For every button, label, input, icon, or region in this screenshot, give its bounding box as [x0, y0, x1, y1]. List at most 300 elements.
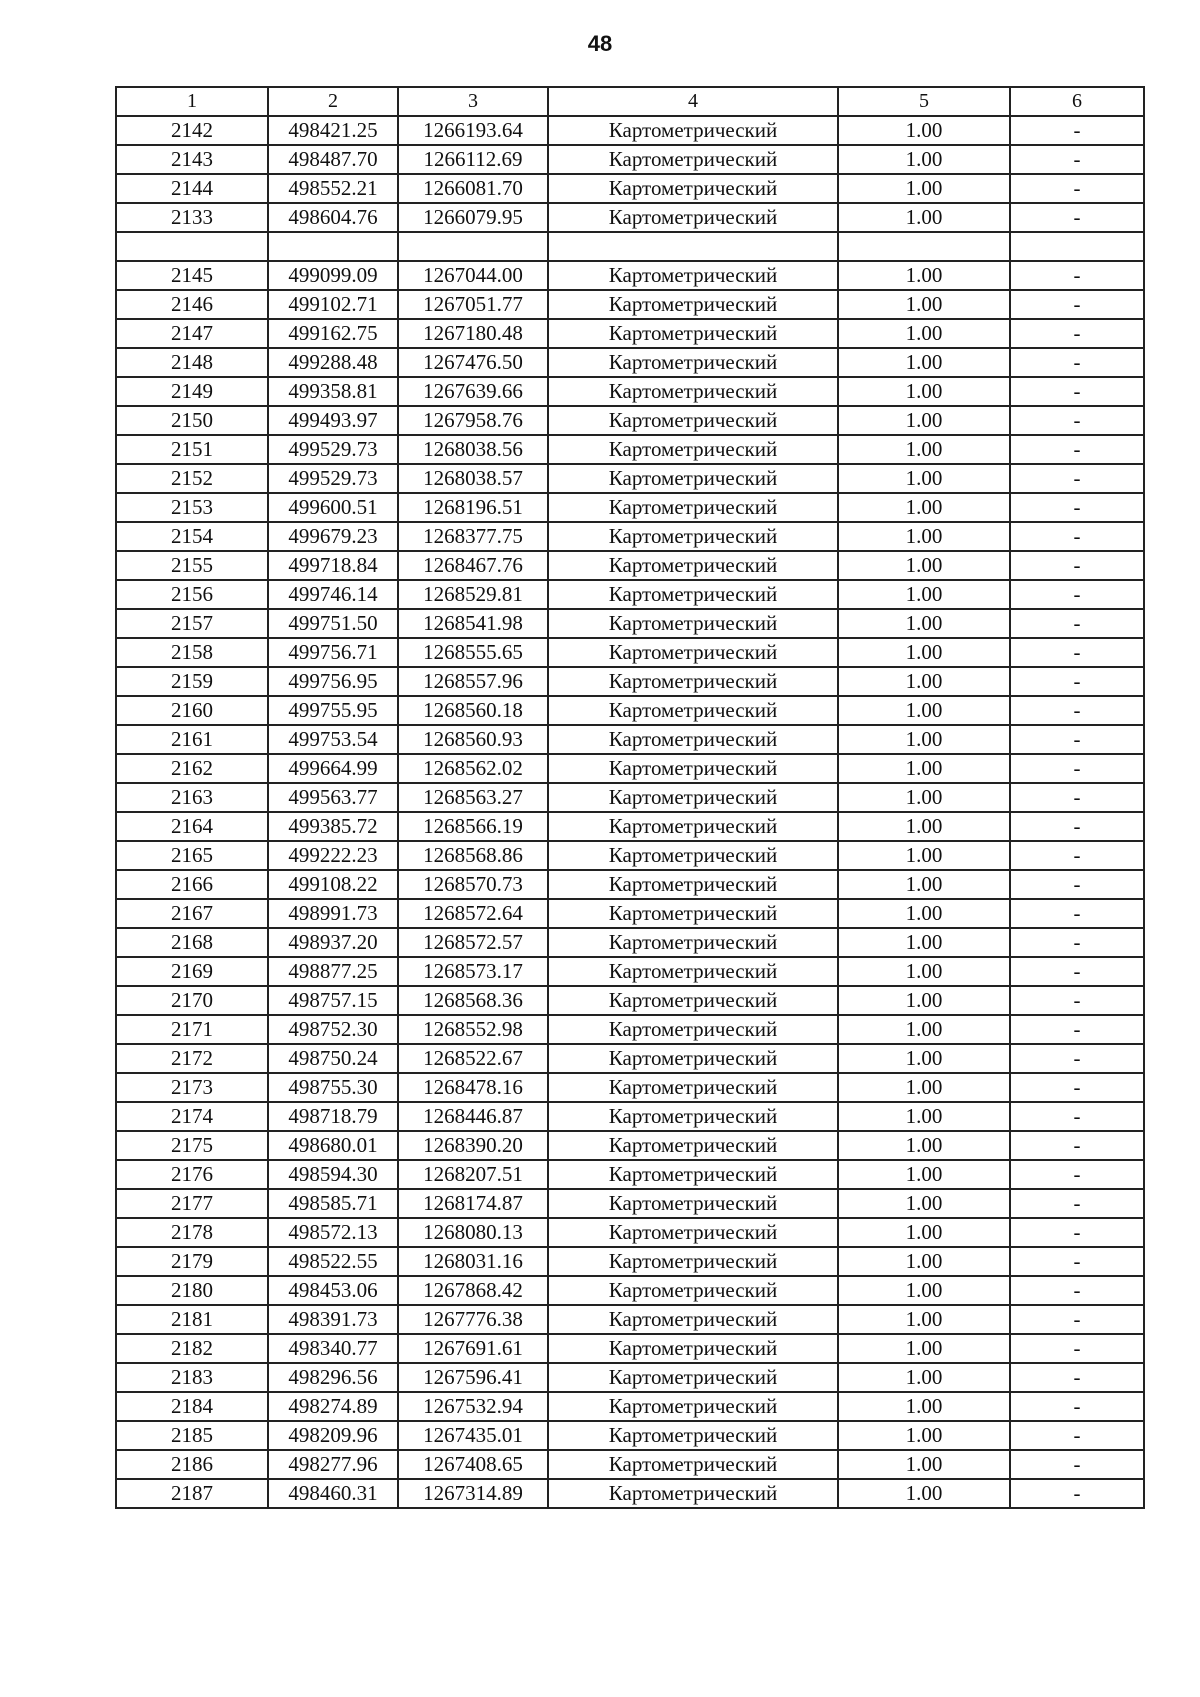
y-coordinate-cell: 1268446.87 [398, 1102, 548, 1131]
x-coordinate-cell: 499162.75 [268, 319, 398, 348]
method-cell: Картометрический [548, 116, 838, 145]
note-cell: - [1010, 957, 1144, 986]
point-number-cell: 2148 [116, 348, 268, 377]
accuracy-cell: 1.00 [838, 1160, 1010, 1189]
x-coordinate-cell: 499756.95 [268, 667, 398, 696]
point-number-cell: 2177 [116, 1189, 268, 1218]
y-coordinate-cell: 1268390.20 [398, 1131, 548, 1160]
accuracy-cell: 1.00 [838, 1189, 1010, 1218]
note-cell: - [1010, 986, 1144, 1015]
point-number-cell: 2156 [116, 580, 268, 609]
point-number-cell: 2186 [116, 1450, 268, 1479]
accuracy-cell: 1.00 [838, 783, 1010, 812]
x-coordinate-cell: 498585.71 [268, 1189, 398, 1218]
note-cell: - [1010, 1044, 1144, 1073]
y-coordinate-cell: 1268566.19 [398, 812, 548, 841]
accuracy-cell: 1.00 [838, 116, 1010, 145]
accuracy-cell: 1.00 [838, 1015, 1010, 1044]
note-cell: - [1010, 261, 1144, 290]
method-cell: Картометрический [548, 1363, 838, 1392]
method-cell: Картометрический [548, 261, 838, 290]
note-cell: - [1010, 493, 1144, 522]
y-coordinate-cell: 1268377.75 [398, 522, 548, 551]
table-row [116, 841, 1144, 870]
y-coordinate-cell: 1267868.42 [398, 1276, 548, 1305]
note-cell: - [1010, 754, 1144, 783]
table-row [116, 522, 1144, 551]
y-coordinate-cell: 1266193.64 [398, 116, 548, 145]
y-coordinate-cell: 1268570.73 [398, 870, 548, 899]
x-coordinate-cell: 498460.31 [268, 1479, 398, 1508]
x-coordinate-cell: 499222.23 [268, 841, 398, 870]
method-cell: Картометрический [548, 493, 838, 522]
note-cell: - [1010, 1450, 1144, 1479]
table-row [116, 725, 1144, 754]
table-row [116, 145, 1144, 174]
accuracy-cell: 1.00 [838, 1131, 1010, 1160]
table-row [116, 899, 1144, 928]
x-coordinate-cell: 499679.23 [268, 522, 398, 551]
accuracy-cell: 1.00 [838, 580, 1010, 609]
accuracy-cell: 1.00 [838, 1421, 1010, 1450]
y-coordinate-cell: 1268478.16 [398, 1073, 548, 1102]
method-cell: Картометрический [548, 203, 838, 232]
y-coordinate-cell: 1267314.89 [398, 1479, 548, 1508]
y-coordinate-cell: 1268031.16 [398, 1247, 548, 1276]
x-coordinate-cell: 498604.76 [268, 203, 398, 232]
y-coordinate-cell: 1266079.95 [398, 203, 548, 232]
x-coordinate-cell: 499664.99 [268, 754, 398, 783]
y-coordinate-cell: 1268568.36 [398, 986, 548, 1015]
x-coordinate-cell: 499755.95 [268, 696, 398, 725]
note-cell: - [1010, 1334, 1144, 1363]
point-number-cell: 2153 [116, 493, 268, 522]
method-cell: Картометрический [548, 174, 838, 203]
note-cell: - [1010, 377, 1144, 406]
method-cell: Картометрический [548, 1450, 838, 1479]
point-number-cell: 2170 [116, 986, 268, 1015]
accuracy-cell: 1.00 [838, 1276, 1010, 1305]
header-row [116, 87, 1144, 116]
y-coordinate-cell: 1268038.56 [398, 435, 548, 464]
accuracy-cell: 1.00 [838, 522, 1010, 551]
x-coordinate-cell: 498453.06 [268, 1276, 398, 1305]
accuracy-cell: 1.00 [838, 986, 1010, 1015]
table-row [116, 1305, 1144, 1334]
point-number-cell: 2158 [116, 638, 268, 667]
method-cell: Картометрический [548, 1305, 838, 1334]
point-number-cell: 2157 [116, 609, 268, 638]
y-coordinate-cell [398, 232, 548, 261]
note-cell: - [1010, 174, 1144, 203]
y-coordinate-cell: 1268562.02 [398, 754, 548, 783]
x-coordinate-cell: 498209.96 [268, 1421, 398, 1450]
point-number-cell: 2174 [116, 1102, 268, 1131]
method-cell: Картометрический [548, 667, 838, 696]
table-row [116, 1189, 1144, 1218]
y-coordinate-cell: 1268207.51 [398, 1160, 548, 1189]
method-cell: Картометрический [548, 986, 838, 1015]
table-row [116, 609, 1144, 638]
accuracy-cell: 1.00 [838, 667, 1010, 696]
y-coordinate-cell: 1267532.94 [398, 1392, 548, 1421]
x-coordinate-cell: 498750.24 [268, 1044, 398, 1073]
note-cell: - [1010, 1247, 1144, 1276]
point-number-cell: 2176 [116, 1160, 268, 1189]
point-number-cell: 2184 [116, 1392, 268, 1421]
x-coordinate-cell: 499493.97 [268, 406, 398, 435]
accuracy-cell: 1.00 [838, 725, 1010, 754]
table-row [116, 493, 1144, 522]
method-cell: Картометрический [548, 696, 838, 725]
column-header-4: 4 [548, 87, 838, 116]
table-row [116, 174, 1144, 203]
method-cell [548, 232, 838, 261]
method-cell: Картометрический [548, 870, 838, 899]
point-number-cell: 2133 [116, 203, 268, 232]
point-number-cell: 2164 [116, 812, 268, 841]
x-coordinate-cell: 498391.73 [268, 1305, 398, 1334]
method-cell: Картометрический [548, 1015, 838, 1044]
note-cell: - [1010, 1421, 1144, 1450]
note-cell [1010, 232, 1144, 261]
y-coordinate-cell: 1268568.86 [398, 841, 548, 870]
x-coordinate-cell: 499108.22 [268, 870, 398, 899]
point-number-cell: 2180 [116, 1276, 268, 1305]
table-row [116, 348, 1144, 377]
table-row [116, 1450, 1144, 1479]
y-coordinate-cell: 1267051.77 [398, 290, 548, 319]
note-cell: - [1010, 522, 1144, 551]
y-coordinate-cell: 1268038.57 [398, 464, 548, 493]
y-coordinate-cell: 1268467.76 [398, 551, 548, 580]
point-number-cell: 2144 [116, 174, 268, 203]
table-row [116, 377, 1144, 406]
point-number-cell: 2187 [116, 1479, 268, 1508]
point-number-cell: 2143 [116, 145, 268, 174]
y-coordinate-cell: 1268560.18 [398, 696, 548, 725]
table-header [116, 87, 1144, 116]
y-coordinate-cell: 1268563.27 [398, 783, 548, 812]
point-number-cell: 2165 [116, 841, 268, 870]
x-coordinate-cell: 498421.25 [268, 116, 398, 145]
method-cell: Картометрический [548, 406, 838, 435]
y-coordinate-cell: 1268174.87 [398, 1189, 548, 1218]
point-number-cell: 2150 [116, 406, 268, 435]
note-cell: - [1010, 145, 1144, 174]
accuracy-cell: 1.00 [838, 1479, 1010, 1508]
accuracy-cell: 1.00 [838, 957, 1010, 986]
accuracy-cell: 1.00 [838, 1363, 1010, 1392]
x-coordinate-cell: 499102.71 [268, 290, 398, 319]
x-coordinate-cell: 499756.71 [268, 638, 398, 667]
y-coordinate-cell: 1266081.70 [398, 174, 548, 203]
table-body [116, 116, 1144, 1508]
accuracy-cell: 1.00 [838, 464, 1010, 493]
point-number-cell: 2163 [116, 783, 268, 812]
accuracy-cell: 1.00 [838, 1044, 1010, 1073]
accuracy-cell: 1.00 [838, 928, 1010, 957]
note-cell: - [1010, 1189, 1144, 1218]
table-row [116, 203, 1144, 232]
y-coordinate-cell: 1268080.13 [398, 1218, 548, 1247]
point-number-cell: 2160 [116, 696, 268, 725]
accuracy-cell: 1.00 [838, 638, 1010, 667]
x-coordinate-cell: 498991.73 [268, 899, 398, 928]
table-row [116, 1073, 1144, 1102]
note-cell: - [1010, 1218, 1144, 1247]
point-number-cell: 2167 [116, 899, 268, 928]
note-cell: - [1010, 899, 1144, 928]
method-cell: Картометрический [548, 319, 838, 348]
accuracy-cell: 1.00 [838, 696, 1010, 725]
note-cell: - [1010, 638, 1144, 667]
table-row [116, 638, 1144, 667]
method-cell: Картометрический [548, 1479, 838, 1508]
x-coordinate-cell: 498274.89 [268, 1392, 398, 1421]
x-coordinate-cell: 499746.14 [268, 580, 398, 609]
table-row [116, 1044, 1144, 1073]
accuracy-cell: 1.00 [838, 493, 1010, 522]
x-coordinate-cell: 498487.70 [268, 145, 398, 174]
y-coordinate-cell: 1267691.61 [398, 1334, 548, 1363]
note-cell: - [1010, 319, 1144, 348]
note-cell: - [1010, 609, 1144, 638]
x-coordinate-cell: 498718.79 [268, 1102, 398, 1131]
y-coordinate-cell: 1268196.51 [398, 493, 548, 522]
point-number-cell: 2146 [116, 290, 268, 319]
table-row [116, 1160, 1144, 1189]
method-cell: Картометрический [548, 1276, 838, 1305]
method-cell: Картометрический [548, 1421, 838, 1450]
point-number-cell: 2172 [116, 1044, 268, 1073]
point-number-cell: 2179 [116, 1247, 268, 1276]
table-row [116, 116, 1144, 145]
x-coordinate-cell: 498277.96 [268, 1450, 398, 1479]
method-cell: Картометрический [548, 899, 838, 928]
accuracy-cell: 1.00 [838, 899, 1010, 928]
table-row [116, 812, 1144, 841]
column-header-1: 1 [116, 87, 268, 116]
point-number-cell: 2171 [116, 1015, 268, 1044]
x-coordinate-cell: 499385.72 [268, 812, 398, 841]
accuracy-cell: 1.00 [838, 1334, 1010, 1363]
accuracy-cell: 1.00 [838, 754, 1010, 783]
note-cell: - [1010, 667, 1144, 696]
accuracy-cell: 1.00 [838, 1073, 1010, 1102]
table-row [116, 1131, 1144, 1160]
x-coordinate-cell: 498752.30 [268, 1015, 398, 1044]
method-cell: Картометрический [548, 1189, 838, 1218]
method-cell: Картометрический [548, 1131, 838, 1160]
note-cell: - [1010, 841, 1144, 870]
column-header-2: 2 [268, 87, 398, 116]
note-cell: - [1010, 696, 1144, 725]
point-number-cell: 2147 [116, 319, 268, 348]
table-row [116, 551, 1144, 580]
column-header-6: 6 [1010, 87, 1144, 116]
accuracy-cell: 1.00 [838, 1305, 1010, 1334]
table-row [116, 290, 1144, 319]
x-coordinate-cell: 498340.77 [268, 1334, 398, 1363]
note-cell: - [1010, 1015, 1144, 1044]
accuracy-cell: 1.00 [838, 1102, 1010, 1131]
note-cell: - [1010, 1363, 1144, 1392]
table-row [116, 667, 1144, 696]
x-coordinate-cell: 498296.56 [268, 1363, 398, 1392]
point-number-cell: 2154 [116, 522, 268, 551]
point-number-cell: 2162 [116, 754, 268, 783]
point-number-cell: 2185 [116, 1421, 268, 1450]
method-cell: Картометрический [548, 783, 838, 812]
table-row [116, 1247, 1144, 1276]
note-cell: - [1010, 870, 1144, 899]
accuracy-cell: 1.00 [838, 174, 1010, 203]
point-number-cell [116, 232, 268, 261]
point-number-cell: 2173 [116, 1073, 268, 1102]
accuracy-cell: 1.00 [838, 377, 1010, 406]
table-row [116, 319, 1144, 348]
method-cell: Картометрический [548, 435, 838, 464]
y-coordinate-cell: 1267958.76 [398, 406, 548, 435]
point-number-cell: 2168 [116, 928, 268, 957]
coordinates-table [115, 86, 1145, 1509]
page-number: 48 [587, 31, 613, 56]
accuracy-cell: 1.00 [838, 1218, 1010, 1247]
point-number-cell: 2182 [116, 1334, 268, 1363]
note-cell: - [1010, 1305, 1144, 1334]
accuracy-cell: 1.00 [838, 406, 1010, 435]
x-coordinate-cell: 498522.55 [268, 1247, 398, 1276]
note-cell: - [1010, 1102, 1144, 1131]
accuracy-cell [838, 232, 1010, 261]
accuracy-cell: 1.00 [838, 870, 1010, 899]
y-coordinate-cell: 1267180.48 [398, 319, 548, 348]
note-cell: - [1010, 116, 1144, 145]
table-row [116, 1102, 1144, 1131]
note-cell: - [1010, 580, 1144, 609]
note-cell: - [1010, 1131, 1144, 1160]
x-coordinate-cell: 499099.09 [268, 261, 398, 290]
note-cell: - [1010, 1479, 1144, 1508]
column-header-3: 3 [398, 87, 548, 116]
point-number-cell: 2169 [116, 957, 268, 986]
note-cell: - [1010, 551, 1144, 580]
table-row [116, 928, 1144, 957]
x-coordinate-cell: 499529.73 [268, 464, 398, 493]
method-cell: Картометрический [548, 1102, 838, 1131]
table-row [116, 696, 1144, 725]
x-coordinate-cell: 499753.54 [268, 725, 398, 754]
note-cell: - [1010, 203, 1144, 232]
y-coordinate-cell: 1267044.00 [398, 261, 548, 290]
point-number-cell: 2152 [116, 464, 268, 493]
note-cell: - [1010, 1392, 1144, 1421]
table-row [116, 1363, 1144, 1392]
y-coordinate-cell: 1267776.38 [398, 1305, 548, 1334]
accuracy-cell: 1.00 [838, 609, 1010, 638]
method-cell: Картометрический [548, 290, 838, 319]
x-coordinate-cell: 499529.73 [268, 435, 398, 464]
x-coordinate-cell: 498680.01 [268, 1131, 398, 1160]
point-number-cell: 2166 [116, 870, 268, 899]
method-cell: Картометрический [548, 1044, 838, 1073]
note-cell: - [1010, 928, 1144, 957]
accuracy-cell: 1.00 [838, 261, 1010, 290]
y-coordinate-cell: 1268529.81 [398, 580, 548, 609]
x-coordinate-cell: 499563.77 [268, 783, 398, 812]
note-cell: - [1010, 348, 1144, 377]
note-cell: - [1010, 725, 1144, 754]
point-number-cell: 2159 [116, 667, 268, 696]
column-header-5: 5 [838, 87, 1010, 116]
note-cell: - [1010, 406, 1144, 435]
method-cell: Картометрический [548, 377, 838, 406]
y-coordinate-cell: 1268522.67 [398, 1044, 548, 1073]
table-row [116, 464, 1144, 493]
method-cell: Картометрический [548, 348, 838, 377]
method-cell: Картометрический [548, 1160, 838, 1189]
note-cell: - [1010, 290, 1144, 319]
table-row [116, 1479, 1144, 1508]
note-cell: - [1010, 1073, 1144, 1102]
table-row [116, 986, 1144, 1015]
point-number-cell: 2155 [116, 551, 268, 580]
method-cell: Картометрический [548, 1392, 838, 1421]
accuracy-cell: 1.00 [838, 812, 1010, 841]
table-row [116, 957, 1144, 986]
accuracy-cell: 1.00 [838, 435, 1010, 464]
accuracy-cell: 1.00 [838, 290, 1010, 319]
note-cell: - [1010, 783, 1144, 812]
note-cell: - [1010, 1160, 1144, 1189]
accuracy-cell: 1.00 [838, 348, 1010, 377]
x-coordinate-cell: 499358.81 [268, 377, 398, 406]
note-cell: - [1010, 812, 1144, 841]
table-row [116, 580, 1144, 609]
method-cell: Картометрический [548, 1218, 838, 1247]
method-cell: Картометрический [548, 928, 838, 957]
method-cell: Картометрический [548, 957, 838, 986]
point-number-cell: 2145 [116, 261, 268, 290]
table-row [116, 1392, 1144, 1421]
y-coordinate-cell: 1268541.98 [398, 609, 548, 638]
y-coordinate-cell: 1267435.01 [398, 1421, 548, 1450]
y-coordinate-cell: 1267476.50 [398, 348, 548, 377]
x-coordinate-cell: 498877.25 [268, 957, 398, 986]
note-cell: - [1010, 1276, 1144, 1305]
table-row [116, 1276, 1144, 1305]
x-coordinate-cell: 498757.15 [268, 986, 398, 1015]
method-cell: Картометрический [548, 1247, 838, 1276]
y-coordinate-cell: 1267408.65 [398, 1450, 548, 1479]
table-row [116, 1421, 1144, 1450]
method-cell: Картометрический [548, 145, 838, 174]
method-cell: Картометрический [548, 609, 838, 638]
point-number-cell: 2151 [116, 435, 268, 464]
x-coordinate-cell: 498552.21 [268, 174, 398, 203]
accuracy-cell: 1.00 [838, 1450, 1010, 1479]
table-row [116, 783, 1144, 812]
table-row [116, 232, 1144, 261]
x-coordinate-cell: 498937.20 [268, 928, 398, 957]
method-cell: Картометрический [548, 812, 838, 841]
table-row [116, 1218, 1144, 1247]
y-coordinate-cell: 1268560.93 [398, 725, 548, 754]
x-coordinate-cell: 498594.30 [268, 1160, 398, 1189]
table-row [116, 870, 1144, 899]
method-cell: Картометрический [548, 464, 838, 493]
